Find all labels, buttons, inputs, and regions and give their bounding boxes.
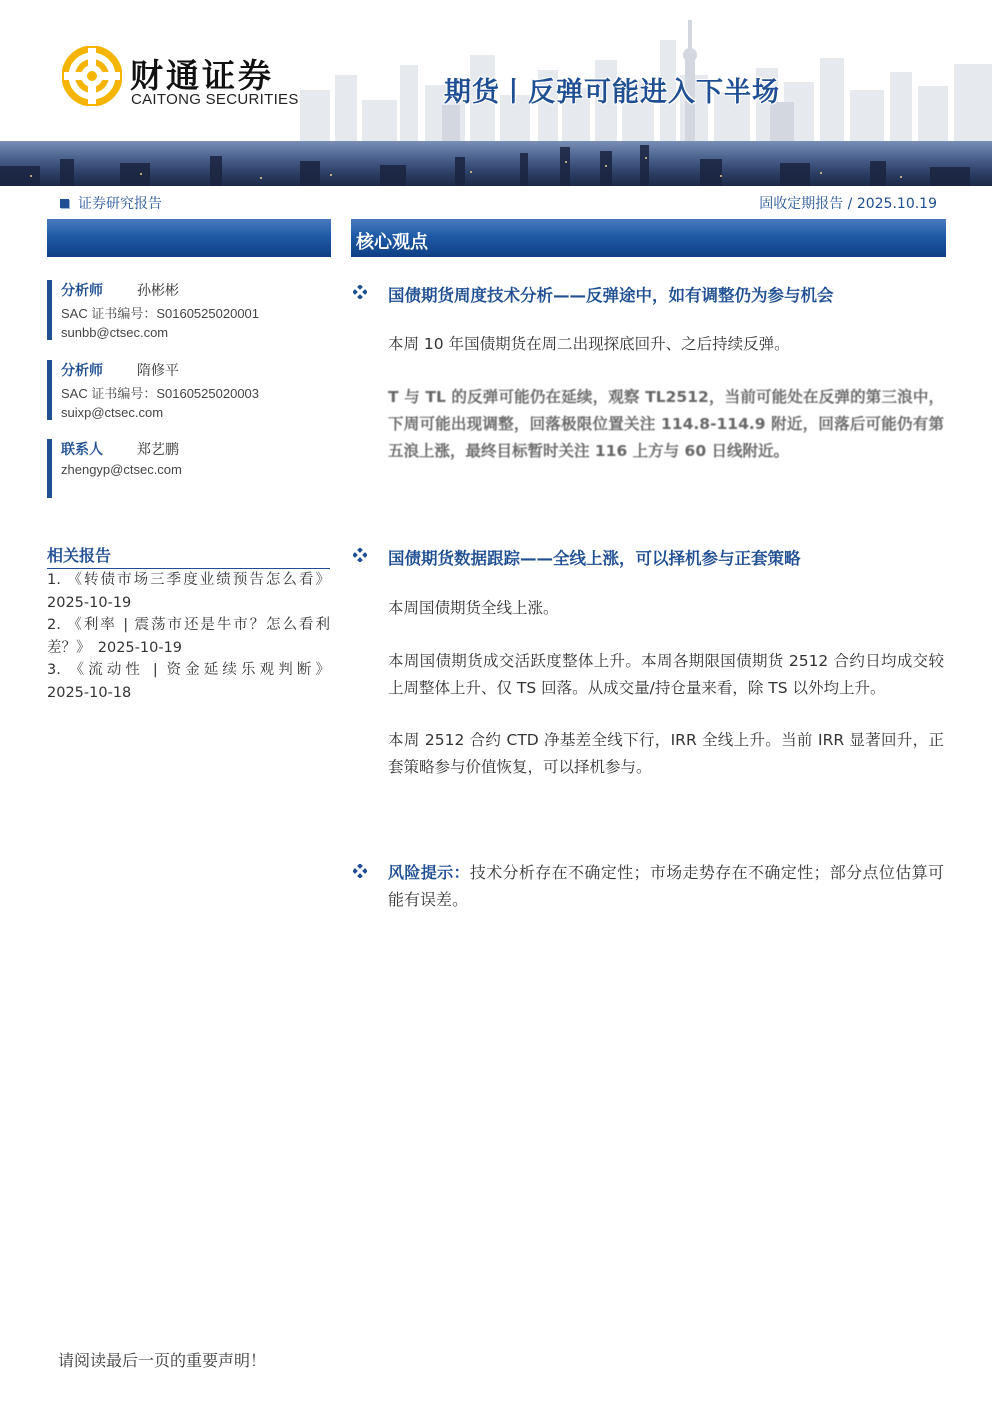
report-category-date: 固收定期报告 / 2025.10.19 [759,196,937,212]
report-header [0,0,992,186]
disclaimer-note: 请阅读最后一页的重要声明！ [58,1351,267,1370]
logo-chinese-name: 财通证券 [130,56,274,95]
analyst-role: 分析师 [61,363,103,379]
diamond-bullet-icon [353,864,367,878]
core-view-banner [351,219,946,257]
analyst-cert: SAC 证书编号：S0160525020001 [61,306,260,321]
contact-email[interactable]: zhengyp@ctsec.com [61,462,182,477]
risk-paragraph [388,859,944,913]
analyst-name: 孙彬彬 [137,283,179,299]
key-point-heading: 国债期货数据跟踪——全线上涨，可以择机参与正套策略 [388,549,801,568]
diamond-bullet-icon [353,285,367,299]
core-view-title: 核心观点 [356,232,428,253]
logo-english-name: CAITONG SECURITIES [131,91,299,108]
report-title: 期货丨反弹可能进入下半场 [444,77,780,108]
report-type-text: 证券研究报告 [78,196,162,212]
analyst-role: 分析师 [61,283,103,299]
square-bullet-icon [60,199,69,208]
related-report-item[interactable]: 3. 《流动性 | 资金延续乐观判断》 [47,662,330,678]
left-column-banner [47,219,331,257]
paragraph: 本周国债期货成交活跃度整体上升。本周各期限国债期货 2512 合约日均成交较上周整体上升、仅 TS 回落。从成交量/持仓量来看，除 TS 以外均上升。 [388,652,944,697]
risk-label: 风险提示： [388,863,470,882]
related-reports-list [47,569,330,704]
contact-role: 联系人 [61,442,103,458]
risk-text: 技术分析存在不确定性；市场走势存在不确定性；部分点位估算可能有误差。 [388,863,944,909]
related-reports-title: 相关报告 [47,543,330,569]
analyst-cert: SAC 证书编号：S0160525020003 [61,386,260,401]
related-report-item[interactable]: 1. 《转债市场三季度业绩预告怎么看》 [47,572,330,588]
paragraph: 本周 10 年国债期货在周二出现探底回升、之后持续反弹。 [388,335,790,353]
analyst-card [47,360,331,420]
analyst-email[interactable]: sunbb@ctsec.com [61,325,169,340]
paragraph: 本周国债期货全线上涨。 [388,599,559,617]
diamond-bullet-icon [353,548,367,562]
analyst-name: 隋修平 [137,363,179,379]
key-point-heading: 国债期货周度技术分析——反弹途中，如有调整仍为参与机会 [388,286,834,305]
related-report-date: 差？》 2025-10-19 [47,639,183,656]
contact-card [47,439,331,498]
paragraph: 本周 2512 合约 CTD 净基差全线下行，IRR 全线上升。当前 IRR 显著回升，正套策略参与价值恢复，可以择机参与。 [388,731,944,776]
related-report-item[interactable]: 2. 《利率 | 震荡市还是牛市？怎么看利 [47,617,330,633]
analyst-email[interactable]: suixp@ctsec.com [61,405,164,420]
city-night-banner [0,141,992,186]
logo-icon [62,46,122,106]
related-report-date: 2025-10-19 [47,594,132,611]
contact-name: 郑艺鹏 [137,442,179,458]
related-report-date: 2025-10-18 [47,684,132,701]
report-type-label [60,193,162,213]
analyst-card [47,280,331,340]
paragraph: T 与 TL 的反弹可能仍在延续，观察 TL2512，当前可能处在反弹的第三浪中，下周可能出现调整，回落极限位置关注 114.8-114.9 附近，回落后可能仍有第五浪上涨，最终目标暂时关注 116 上方与 60 日线附近。 [388,388,944,460]
